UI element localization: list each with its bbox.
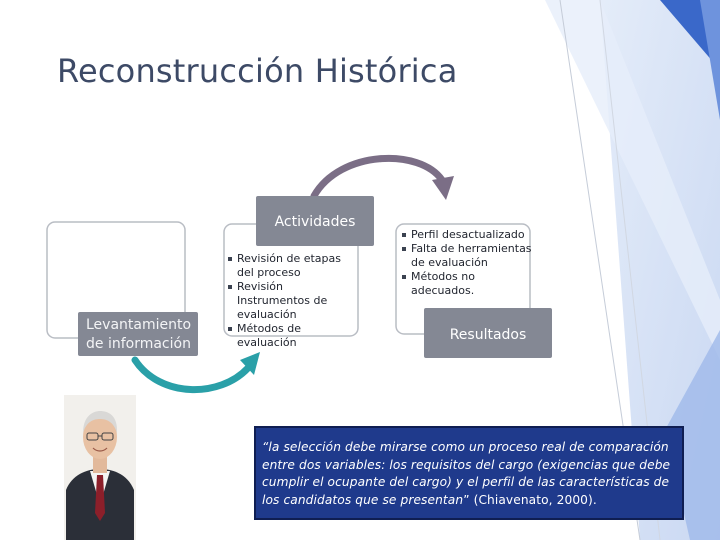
bullet-item: Revisión Instrumentos de evaluación (228, 280, 358, 322)
bullet-item: Falta de herramientas de evaluación (402, 242, 532, 270)
bullet-item: Perfil desactualizado (402, 228, 532, 242)
arrow-actividades-to-resultados (314, 158, 442, 196)
node-actividades-bullets (228, 252, 358, 350)
node-levantamiento-label: Levantamiento de información (78, 312, 198, 356)
portrait-photo (64, 395, 136, 540)
bullet-item: Métodos no adecuados. (402, 270, 532, 298)
page-title: Reconstrucción Histórica (57, 52, 458, 90)
arrow-head-purple-icon (432, 176, 454, 200)
quote-box (254, 426, 684, 520)
arrow-levantamiento-to-actividades (135, 360, 248, 390)
node-resultados-label: Resultados (424, 308, 552, 358)
quote-text: “la selección debe mirarse como un proceso real de comparación entre dos variables: los requisitos del cargo (exigencias que debe cumplir el ocupante del cargo) y el perfil de las características de los candidatos que se presentan (262, 440, 671, 507)
node-actividades-label: Actividades (256, 196, 374, 246)
quote-citation: ” (Chiavenato, 2000). (463, 492, 597, 507)
bullet-item: Revisión de etapas del proceso (228, 252, 358, 280)
node-resultados-bullets (402, 228, 532, 298)
bullet-item: Métodos de evaluación (228, 322, 358, 350)
